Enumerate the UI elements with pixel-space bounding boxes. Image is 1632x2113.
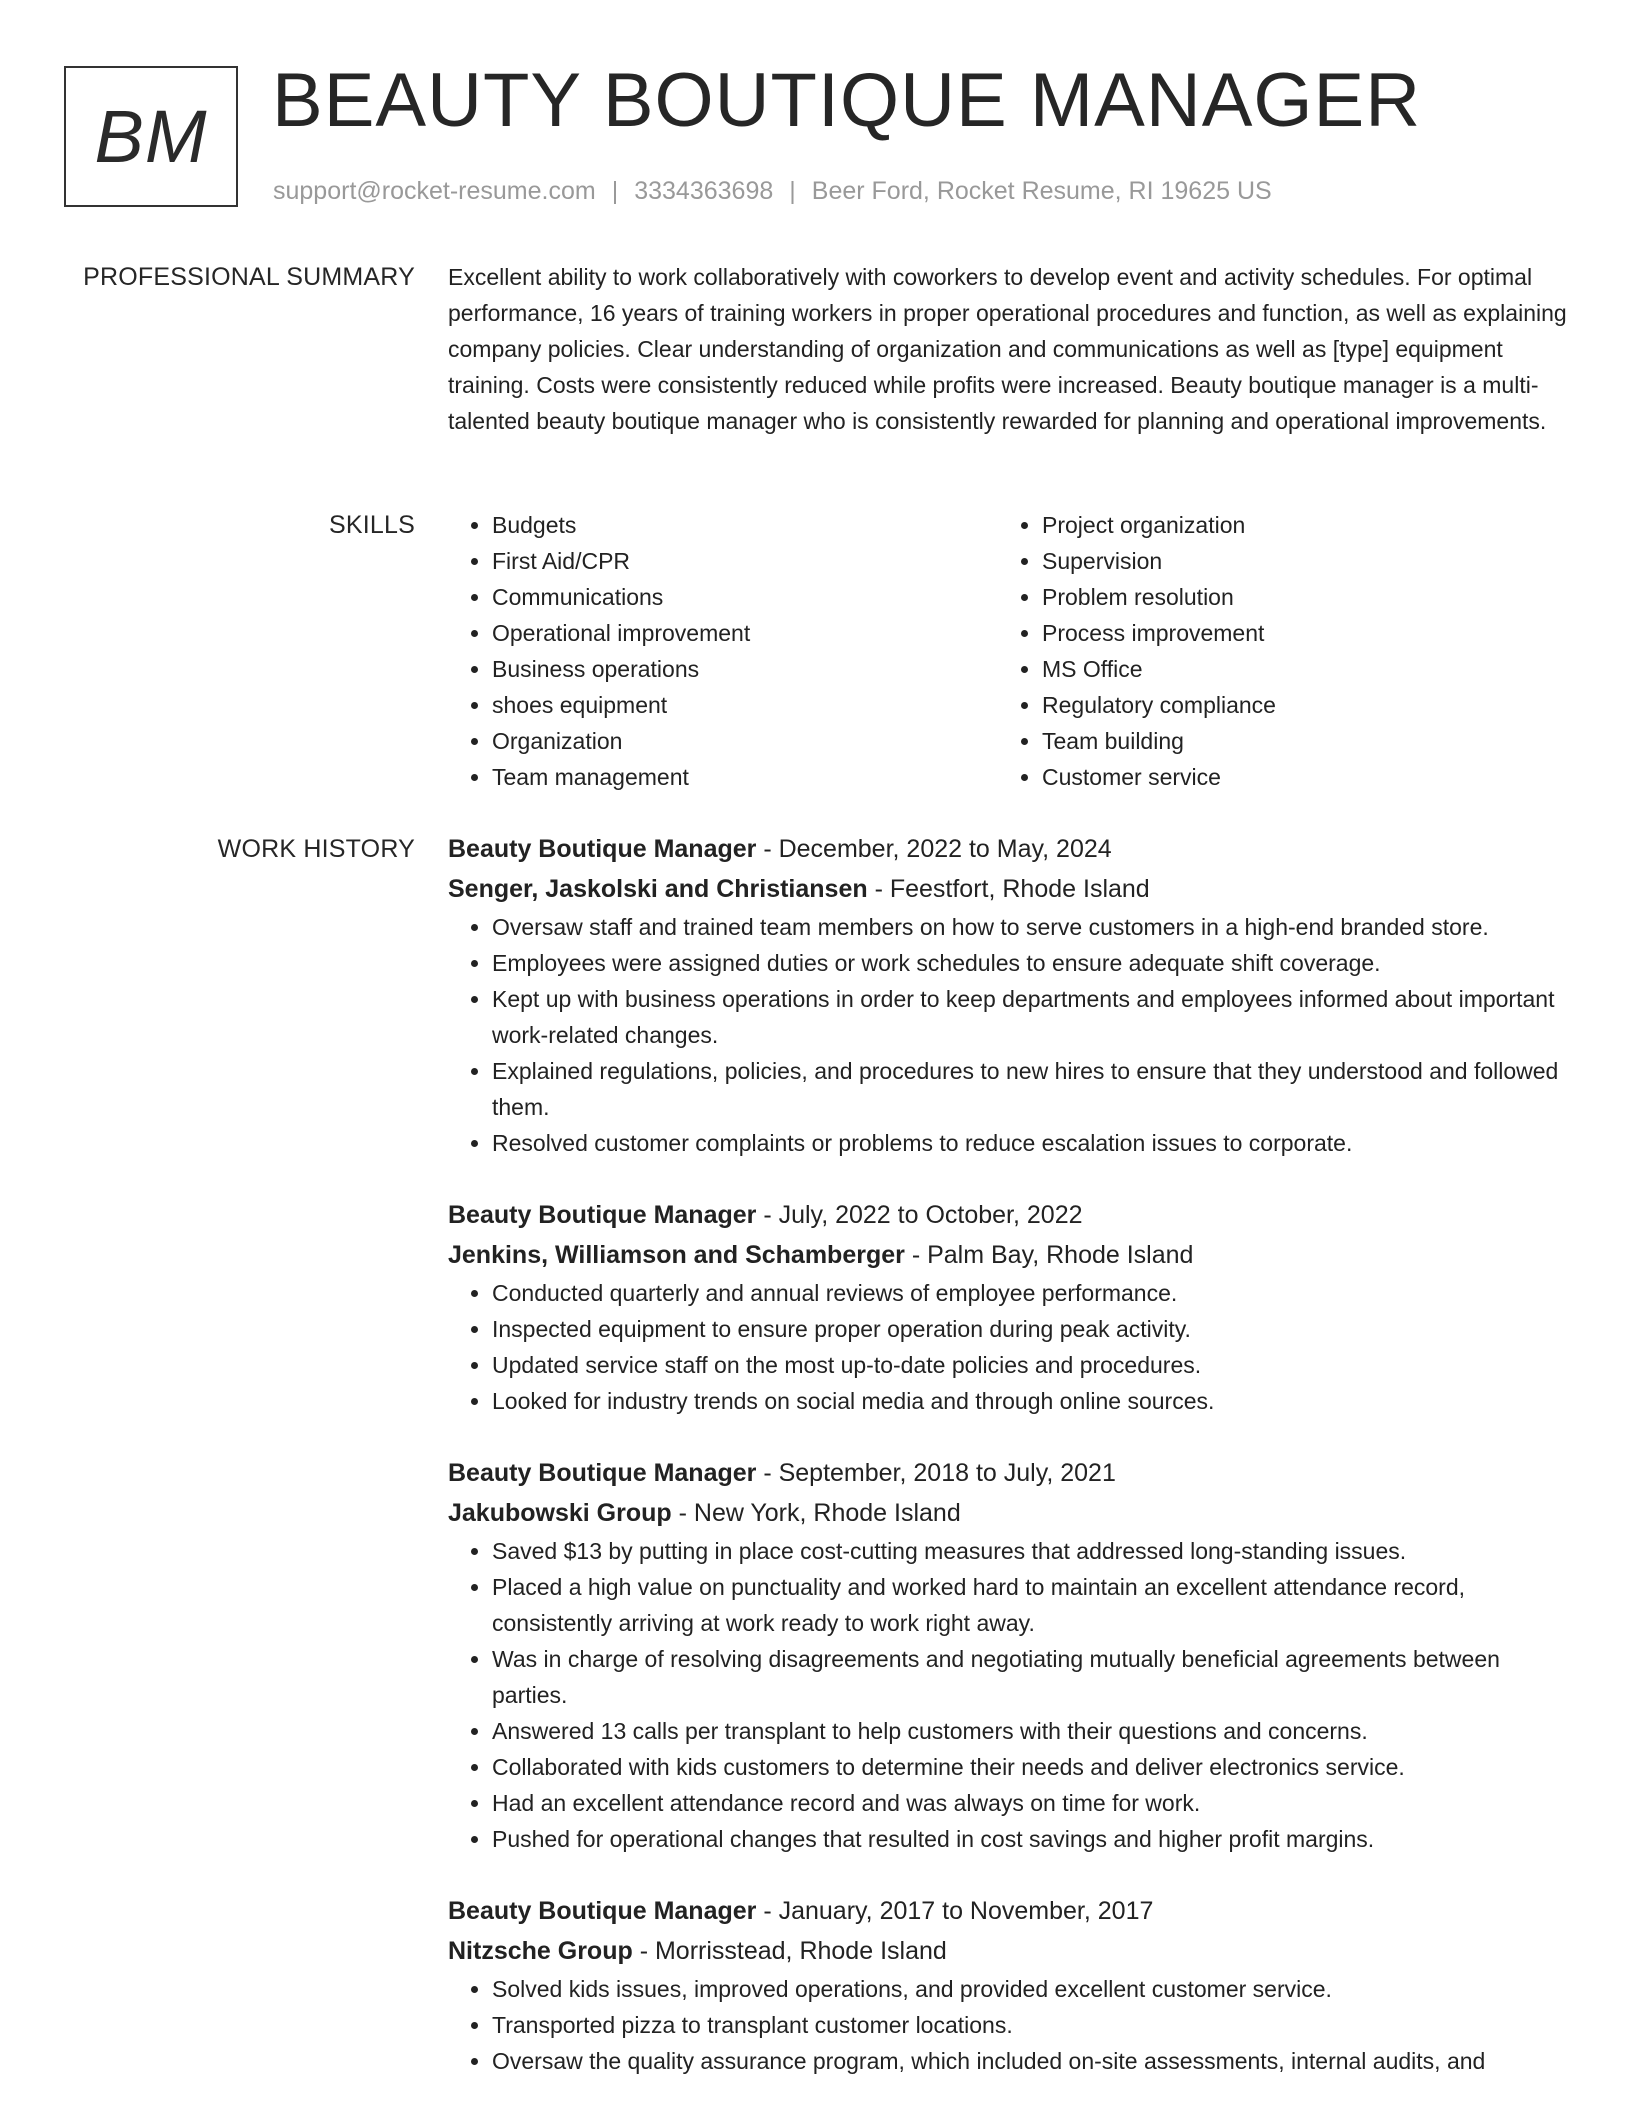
job-entry	[448, 1891, 1572, 2079]
job-bullet: • Placed a high value on punctuality and worked hard to maintain an excellent attendance record, consistently arriving at work ready to work right away.	[492, 1569, 1572, 1641]
skill-item: • Business operations	[492, 651, 998, 687]
resume-name: BEAUTY BOUTIQUE MANAGER	[272, 58, 1422, 143]
job-dates: - January, 2017 to November, 2017	[756, 1897, 1154, 1925]
contact-email: support@rocket-resume.com	[273, 177, 596, 205]
job-bullet: • Transported pizza to transplant customer locations.	[492, 2007, 1572, 2043]
job-location: - New York, Rhode Island	[671, 1499, 961, 1527]
job-title-line	[448, 1453, 1572, 1493]
job-entry	[448, 1453, 1572, 1857]
job-location: - Palm Bay, Rhode Island	[904, 1241, 1194, 1269]
summary-text: Excellent ability to work collaboratively with coworkers to develop event and activity schedules. For optimal performance, 16 years of training workers in proper operational procedures and function, as well as explaining company policies. Clear understanding of organization and communications as well as [type] equipment training. Costs were consistently reduced while profits were increased. Beauty boutique manager is a multi-talented beauty boutique manager who is consistently rewarded for planning and operational improvements.	[448, 264, 1567, 434]
skills-list-left	[448, 507, 998, 795]
job-bullet: • Updated service staff on the most up-to-date policies and procedures.	[492, 1347, 1572, 1383]
job-bullet: • Answered 13 calls per transplant to help customers with their questions and concerns.	[492, 1713, 1572, 1749]
job-title: Beauty Boutique Manager	[448, 835, 757, 863]
job-bullet: • Resolved customer complaints or problems to reduce escalation issues to corporate.	[492, 1125, 1572, 1161]
skill-item: • MS Office	[1042, 651, 1548, 687]
job-dates: - July, 2022 to October, 2022	[756, 1201, 1083, 1229]
job-bullet-list	[448, 1533, 1572, 1857]
job-company: Jenkins, Williamson and Schamberger	[448, 1241, 905, 1269]
skill-item: • Problem resolution	[1042, 579, 1548, 615]
contact-separator: |	[611, 177, 619, 205]
skill-item: • Communications	[492, 579, 998, 615]
job-bullet: • Had an excellent attendance record and was always on time for work.	[492, 1785, 1572, 1821]
job-bullet: • Kept up with business operations in order to keep departments and employees informed about important work-related changes.	[492, 981, 1572, 1053]
job-title: Beauty Boutique Manager	[448, 1201, 757, 1229]
job-bullet: • Collaborated with kids customers to determine their needs and deliver electronics service.	[492, 1749, 1572, 1785]
job-company: Senger, Jaskolski and Christiansen	[448, 875, 868, 903]
job-title-line	[448, 1195, 1572, 1235]
skills-body	[448, 507, 1572, 795]
job-bullet-list	[448, 1971, 1572, 2079]
skills-column-right	[998, 507, 1548, 795]
skill-item: • Organization	[492, 723, 998, 759]
job-bullet: • Looked for industry trends on social media and through online sources.	[492, 1383, 1572, 1419]
job-bullet: • Saved $13 by putting in place cost-cutting measures that addressed long-standing issues.	[492, 1533, 1572, 1569]
skill-item: • Process improvement	[1042, 615, 1548, 651]
skill-item: • shoes equipment	[492, 687, 998, 723]
contact-phone: 3334363698	[634, 177, 774, 205]
job-bullet-list	[448, 909, 1572, 1161]
job-company-line	[448, 1493, 1572, 1533]
job-bullet: • Pushed for operational changes that resulted in cost savings and higher profit margins.	[492, 1821, 1572, 1857]
job-location: - Feestfort, Rhode Island	[867, 875, 1150, 903]
job-entry	[448, 829, 1572, 1161]
skill-item: • Customer service	[1042, 759, 1548, 795]
contact-separator: |	[789, 177, 796, 205]
job-company-line	[448, 869, 1572, 909]
job-location: - Morrisstead, Rhode Island	[632, 1937, 947, 1965]
job-company-line	[448, 1931, 1572, 1971]
skill-item: • Project organization	[1042, 507, 1548, 543]
job-company-line	[448, 1235, 1572, 1275]
job-bullet: • Oversaw staff and trained team members on how to serve customers in a high-end branded store.	[492, 909, 1572, 945]
skill-item: • Team building	[1042, 723, 1548, 759]
job-bullet: • Oversaw the quality assurance program, which included on-site assessments, internal audits, and	[492, 2043, 1572, 2079]
work-history-heading: WORK HISTORY	[217, 835, 415, 863]
skills-list-right	[998, 507, 1548, 795]
job-entry	[448, 1195, 1572, 1419]
work-history-body	[448, 829, 1572, 2113]
job-bullet: • Inspected equipment to ensure proper operation during peak activity.	[492, 1311, 1572, 1347]
job-company: Nitzsche Group	[448, 1937, 633, 1965]
job-dates: - December, 2022 to May, 2024	[756, 835, 1112, 863]
job-title: Beauty Boutique Manager	[448, 1459, 757, 1487]
contact-line	[273, 176, 1272, 206]
skill-item: • Operational improvement	[492, 615, 998, 651]
job-company: Jakubowski Group	[448, 1499, 672, 1527]
job-bullet: • Employees were assigned duties or work schedules to ensure adequate shift coverage.	[492, 945, 1572, 981]
skills-column-left	[448, 507, 998, 795]
job-title-line	[448, 1891, 1572, 1931]
contact-address: Beer Ford, Rocket Resume, RI 19625 US	[811, 177, 1272, 205]
job-bullet-list	[448, 1275, 1572, 1419]
summary-heading: PROFESSIONAL SUMMARY	[83, 263, 415, 291]
job-bullet: • Explained regulations, policies, and procedures to new hires to ensure that they understood and followed them.	[492, 1053, 1572, 1125]
job-title-line	[448, 829, 1572, 869]
job-title: Beauty Boutique Manager	[448, 1897, 757, 1925]
job-bullet: • Solved kids issues, improved operations, and provided excellent customer service.	[492, 1971, 1572, 2007]
skill-item: • Supervision	[1042, 543, 1548, 579]
skill-item: • Budgets	[492, 507, 998, 543]
skills-heading: SKILLS	[329, 511, 415, 539]
summary-body	[448, 259, 1572, 439]
monogram-box	[64, 66, 238, 207]
monogram-initials: BM	[94, 95, 208, 178]
skill-item: • Regulatory compliance	[1042, 687, 1548, 723]
job-dates: - September, 2018 to July, 2021	[756, 1459, 1116, 1487]
skill-item: • First Aid/CPR	[492, 543, 998, 579]
job-bullet: • Conducted quarterly and annual reviews of employee performance.	[492, 1275, 1572, 1311]
job-bullet: • Was in charge of resolving disagreements and negotiating mutually beneficial agreements between parties.	[492, 1641, 1572, 1713]
skill-item: • Team management	[492, 759, 998, 795]
